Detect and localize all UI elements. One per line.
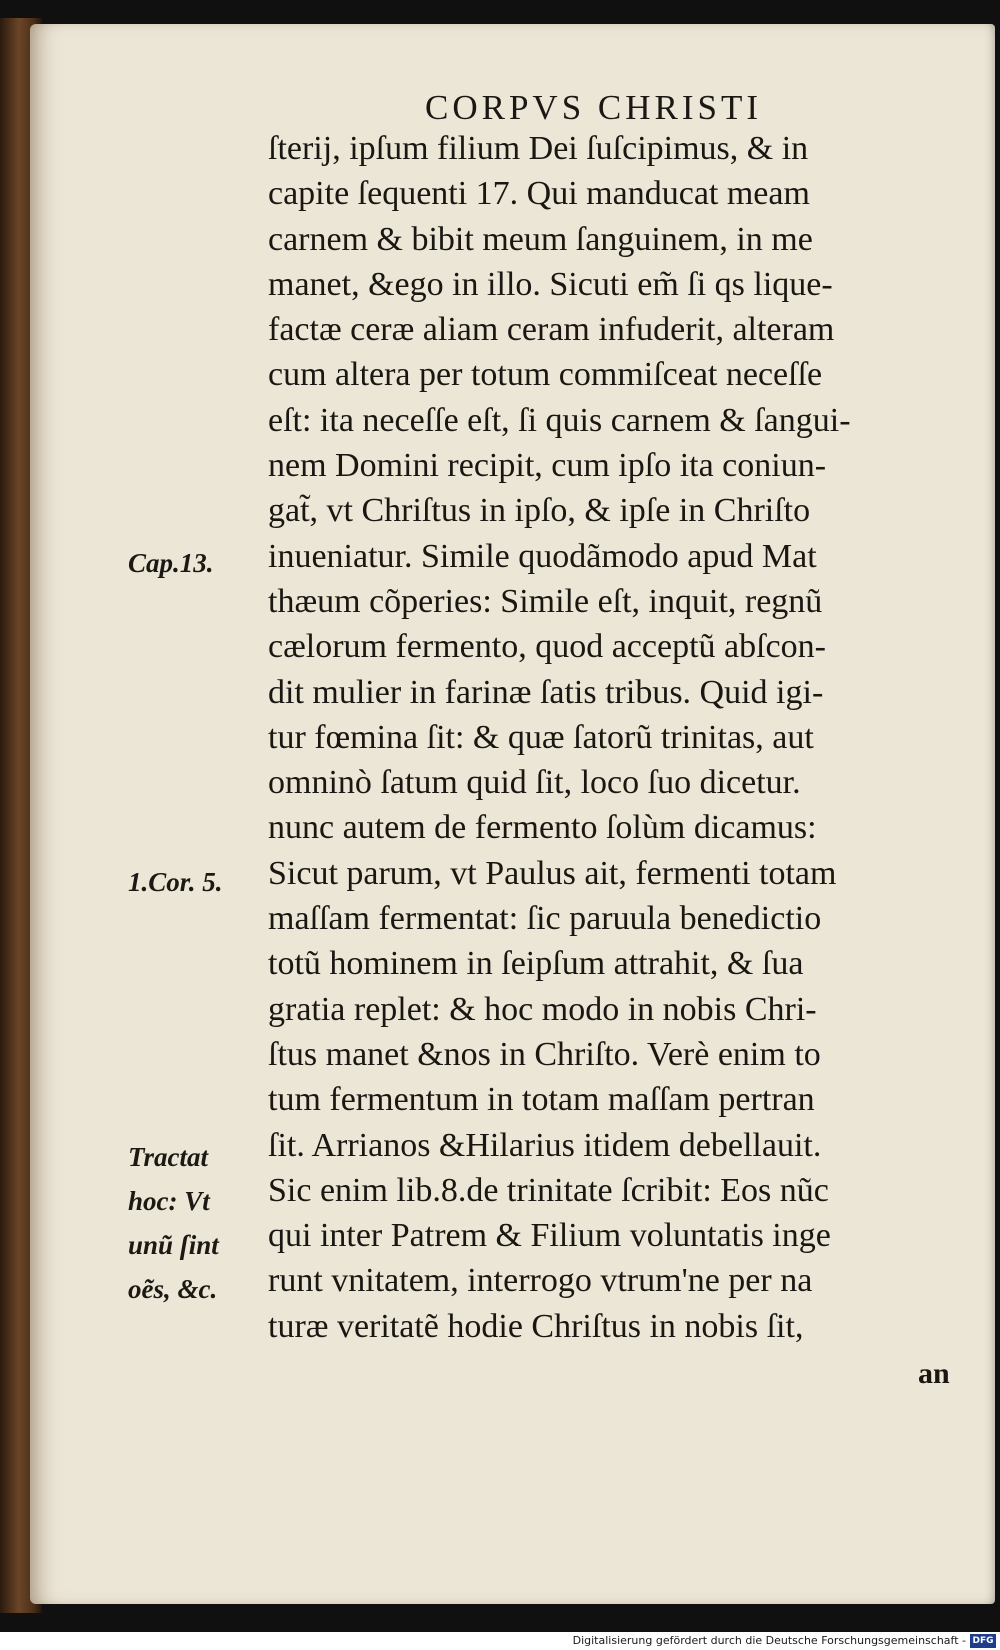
text-line: carnem & bibit meum ſanguinem, in me [268, 220, 813, 258]
text-line: capite ſequenti 17. Qui manducat meam [268, 175, 810, 213]
text-line: factæ ceræ aliam ceram infuderit, alteram [268, 311, 835, 349]
text-line: manet, &ego in illo. Sicuti em̃ ſi qs lique- [268, 265, 833, 303]
catchword: an [918, 1357, 950, 1390]
text-line: tum fermentum in totam maſſam pertran [268, 1081, 815, 1119]
body-text [268, 126, 958, 1349]
footer-bar [0, 1632, 1000, 1650]
margin-note-line: Tractat [128, 1142, 208, 1172]
text-line: nem Domini recipit, cum ipſo ita coniun- [268, 447, 827, 485]
text-line: omninò ſatum quid ſit, loco ſuo dicetur. [268, 764, 801, 802]
text-line: cælorum fermento, quod acceptũ abſcon- [268, 628, 826, 666]
margin-note-tractat [128, 1135, 278, 1311]
text-line: ſterij, ipſum filium Dei ſuſcipimus, & in [268, 130, 809, 167]
text-line: inueniatur. Simile quodãmodo apud Mat [268, 537, 817, 575]
dfg-logo: DFG [970, 1634, 996, 1648]
text-line: runt vnitatem, interrogo vtrum'ne per na [268, 1262, 813, 1300]
text-line: gratia replet: & hoc modo in nobis Chri- [268, 990, 817, 1028]
text-line: eſt: ita neceſſe eſt, ſi quis carnem & ſangui- [268, 401, 851, 439]
text-line: dit mulier in farinæ ſatis tribus. Quid igi- [268, 673, 824, 711]
text-line: cum altera per totum commiſceat neceſſe [268, 356, 823, 394]
text-line: Sicut parum, vt Paulus ait, fermenti totam [268, 854, 837, 892]
text-line: maſſam fermentat: ſic paruula benedictio [268, 900, 822, 938]
text-line: nunc autem de fermento ſolùm dicamus: [268, 809, 817, 847]
text-line: tur fœmina ſit: & quæ ſatorũ trinitas, aut [268, 718, 814, 756]
margin-note-line: unũ ſint [128, 1230, 219, 1260]
text-line: thæum cõperies: Simile eſt, inquit, regnũ [268, 582, 823, 620]
text-line: gat̃, vt Chriſtus in ipſo, & ipſe in Chriſto [268, 492, 811, 530]
margin-note-cap: Cap.13. [128, 548, 214, 578]
text-line: ſit. Arrianos &Hilarius itidem debellauit. [268, 1126, 822, 1164]
text-line: totũ hominem in ſeipſum attrahit, & ſua [268, 945, 804, 983]
margin-note-line: oẽs, &c. [128, 1274, 218, 1304]
margin-note-cor: 1.Cor. 5. [128, 867, 223, 897]
text-line: qui inter Patrem & Filium voluntatis inge [268, 1217, 831, 1255]
running-head: CORPVS CHRISTI [425, 88, 763, 127]
footer-credit: Digitalisierung gefördert durch die Deutsche Forschungsgemeinschaft - [572, 1634, 966, 1647]
margin-note-line: hoc: Vt [128, 1186, 210, 1216]
text-line: turæ veritatẽ hodie Chriſtus in nobis ſit, [268, 1307, 804, 1345]
text-line: ſtus manet &nos in Chriſto. Verè enim to [268, 1035, 821, 1073]
text-line: Sic enim lib.8.de trinitate ſcribit: Eos nũc [268, 1171, 829, 1209]
